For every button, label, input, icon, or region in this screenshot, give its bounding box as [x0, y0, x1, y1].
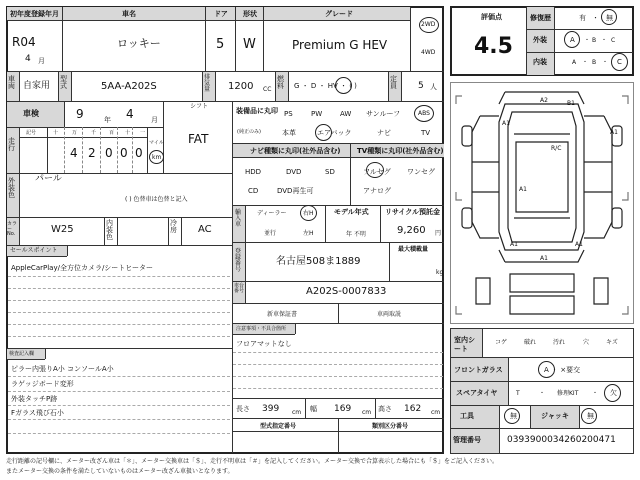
jack-value: 無 [587, 412, 594, 420]
mileage-digit-1: 4 [70, 146, 78, 160]
fuel: G ・ D ・ HV ・ ( ) [294, 82, 357, 90]
reg-year: R04 [12, 35, 36, 49]
inspector-line-3: 外装タッチP跡 [11, 395, 58, 403]
equip-leather: 本革 [282, 129, 296, 137]
grade: Premium G HEV [292, 38, 388, 52]
car-name: ロッキー [117, 37, 161, 50]
class-number-label: 類別区分番号 [372, 423, 409, 430]
length: 399 [262, 404, 280, 414]
width-unit: cm [362, 409, 372, 416]
interior-b: B [592, 59, 597, 66]
shift: FAT [188, 132, 209, 146]
inspection-label: 車検 [23, 109, 39, 118]
mark-r-c: R/C [551, 145, 562, 152]
interior-c-circle [611, 53, 628, 71]
repair-no: 無 [606, 14, 613, 22]
front-glass-a-circle [538, 361, 555, 378]
mileage-header-100k: 十 [53, 130, 59, 136]
inspector-line-2: ラゲッジボード変形 [11, 380, 74, 388]
navi-sd: SD [325, 168, 335, 176]
max-load-label: 最大積載量 [398, 246, 429, 253]
manual: 車両取説 [377, 311, 402, 318]
eval-label: 評価点 [481, 13, 502, 21]
mark-b1-top: B1 [567, 100, 575, 107]
doors: 5 [216, 37, 225, 52]
tv-fullseg-circle [366, 162, 384, 178]
mileage-km-circle [149, 150, 164, 164]
capacity: 5 [418, 81, 424, 91]
ac-value: AC [198, 224, 212, 235]
jack-none-circle [581, 408, 597, 424]
cc-unit: CC [263, 86, 272, 93]
equip-abs-circle [414, 105, 434, 122]
reg-label: 登録番号 [235, 248, 242, 273]
shift-label: シフト [190, 103, 209, 110]
equip-tv: TV [421, 129, 431, 137]
mark-a1-rear-left: A1 [510, 241, 518, 248]
mileage-digit-3: 0 [105, 146, 113, 160]
recycle-label: リサイクル預託金 [385, 208, 441, 216]
front-glass-options: A ・ ×要交 [544, 366, 581, 374]
jack-label: ジャッキ [541, 412, 569, 420]
exterior-dot-2: ・ [601, 37, 608, 44]
equip-airbag: エアバック [317, 129, 352, 137]
color-code: W25 [51, 224, 74, 235]
width-label: 幅 [310, 405, 317, 413]
mileage-header-10: 十 [125, 130, 131, 136]
spare-missing-circle [604, 384, 621, 402]
color-code-label: カラーNo. [7, 221, 18, 237]
control-number: 0393900034260200471 [507, 435, 616, 445]
color-value: パール [35, 174, 62, 184]
use-label: 車両 [8, 75, 15, 90]
tools-none-circle [504, 408, 520, 424]
spare-t: T [516, 390, 520, 397]
equip-airbag-circle [315, 124, 332, 141]
drive-4wd: 4WD [421, 49, 436, 56]
navi-cd: CD [248, 187, 259, 195]
color-note: ( ) 色替車は色替と記入 [125, 196, 188, 203]
sales-point-text: AppleCarPlay/全方位カメラ/シートヒーター [11, 264, 154, 272]
interior-a: A [572, 59, 577, 66]
import-label: 輸入車 [235, 209, 242, 228]
repair-label: 修復歴 [530, 14, 551, 22]
import-right-hand: 右H [303, 210, 314, 217]
notices-text: フロアマットなし [236, 340, 292, 348]
mark-a1-rear-right: A1 [575, 241, 583, 248]
cc-label: 排気量 [204, 74, 211, 93]
repair-yes: 有 [579, 14, 586, 22]
interior-dot-1: ・ [582, 59, 589, 66]
exterior-label: 外装 [533, 36, 547, 44]
equipment-title: 装備品に丸印 [236, 107, 278, 115]
mileage-digit-5: 0 [135, 146, 143, 160]
mark-a1-right: A1 [610, 129, 618, 136]
grade-label: グレード [325, 10, 353, 18]
color-label: 外装色 [8, 177, 15, 199]
seat-hole: 穴 [583, 339, 590, 346]
equip-navi: ナビ [377, 129, 391, 137]
interior-c: C [617, 58, 622, 66]
mileage-header-10k: 万 [72, 130, 78, 136]
reg-month-unit: 月 [38, 57, 45, 65]
vin: A202S-0007833 [306, 286, 387, 297]
tv-analog: アナログ [363, 187, 391, 195]
tools-label: 工具 [460, 412, 474, 420]
sales-point-label: セールスポイント [10, 247, 58, 254]
exterior-a-circle [564, 31, 580, 48]
exterior-a: A [570, 36, 575, 44]
spare-dot-2: ・ [592, 390, 599, 397]
recycle: 9,260 [397, 225, 426, 236]
seat-burn: コゲ [495, 339, 508, 346]
fuel-hv-circle [335, 77, 352, 94]
mileage-unit-km: km [152, 154, 162, 161]
height-unit: cm [431, 409, 441, 416]
seat-scratch: キズ [606, 339, 618, 346]
inspection-year-unit: 年 [104, 116, 111, 124]
reg-month: 4 [25, 54, 31, 64]
width: 169 [334, 404, 352, 414]
interior-dot-2: ・ [602, 59, 609, 66]
car-name-label: 車名 [122, 10, 136, 18]
model: 5AA-A202S [101, 81, 157, 92]
tools-value: 無 [510, 412, 517, 420]
exterior-b: B [592, 37, 597, 44]
car-diagram [450, 82, 634, 324]
equip-ps: PS [284, 110, 293, 118]
cc: 1200 [228, 81, 254, 92]
exterior-dot-1: ・ [584, 37, 591, 44]
model-year-label: モデル年式 [334, 208, 369, 216]
footer-line-1: 走行距離の記号欄に、メーター改ざん車は「＊」、メーター交換車は「＄」、走行不明車は「＃」を記入してください。メーター交換で合算表示した場合にも「＄」をご記入ください。 [6, 458, 499, 465]
capacity-unit: 人 [430, 83, 437, 91]
max-load-unit: kg [436, 269, 444, 276]
spare-missing: 欠 [610, 389, 617, 397]
equip-abs: ABS [418, 110, 430, 117]
right-hand-circle [300, 205, 317, 221]
mileage-label: 走行 [8, 137, 15, 152]
ac-label: 冷房 [170, 219, 177, 234]
seat-stain: 汚れ [553, 339, 566, 346]
navi-dvd: DVD [286, 168, 302, 176]
equip-pw: PW [311, 110, 323, 118]
mark-a1-left: A1 [502, 120, 510, 127]
mark-a1-front: A1 [519, 186, 527, 193]
reg-number: 名古屋508ま1889 [276, 256, 361, 267]
height: 162 [404, 404, 422, 414]
mileage-header-1k: 千 [91, 130, 97, 136]
import-left-hand: 左H [303, 230, 314, 237]
import-parallel: 並行 [264, 230, 277, 237]
spare-label: スペアタイヤ [456, 389, 498, 397]
fuel-label: 燃料 [277, 75, 284, 90]
vin-label: 車台番号 [234, 283, 245, 294]
exterior-c: C [611, 37, 616, 44]
inspector-line-1: ピラー内張りA小 コンソールA小 [11, 365, 114, 373]
capacity-label: 定員 [390, 75, 397, 90]
mileage-digit-4: 0 [120, 146, 128, 160]
model-year: 年 不明 [346, 231, 366, 238]
inspector-line-4: Fガラス飛び石小 [11, 409, 64, 417]
control-label: 管理番号 [453, 436, 481, 444]
shape: W [243, 37, 256, 52]
equipment-subtitle: (純正のみ) [237, 129, 261, 135]
interior-label: 内装 [533, 58, 547, 66]
mark-a2-top: A2 [540, 97, 548, 104]
mileage-record-label: 記号 [26, 130, 37, 136]
type-number-label: 型式指定番号 [260, 423, 297, 430]
score: 4.5 [474, 34, 513, 59]
length-unit: cm [292, 409, 302, 416]
mileage-digit-2: 2 [88, 146, 96, 160]
use: 自家用 [23, 81, 51, 91]
inspection-month-unit: 月 [151, 116, 158, 124]
navi-title: ナビ種類に丸印(社外品含む) [250, 147, 341, 155]
footer-line-2: またメーター交換の条件を満たしていないものはメーター改ざん車扱いとなります。 [6, 468, 234, 475]
equip-sunroof: サンルーフ [366, 110, 401, 118]
door-label: ドア [214, 10, 228, 18]
mileage-unit-mile: マイル [149, 140, 164, 146]
reg-year-label: 初年度登録年月 [10, 10, 59, 18]
length-label: 長さ [236, 405, 250, 413]
inspection-month: 4 [126, 107, 134, 121]
notices-label: 注意事項・不具合箇所 [236, 326, 287, 332]
navi-hdd: HDD [245, 168, 262, 176]
tv-oneseg: ワンセグ [407, 168, 435, 176]
shape-label: 形状 [243, 10, 257, 18]
seat-tear: 破れ [524, 339, 537, 346]
mileage-header-1: 一 [140, 130, 146, 136]
tv-fullseg: フルセグ [363, 168, 391, 176]
drive-2wd: 2WD [421, 21, 436, 28]
inspection-year: 9 [76, 107, 84, 121]
spare-kit: 修理KIT [557, 390, 579, 397]
model-label: 型式 [60, 75, 67, 90]
navi-dvd-play: DVD再生可 [277, 187, 314, 195]
warranty: 新車保証書 [267, 311, 298, 318]
front-glass-label: フロントガラス [454, 366, 503, 374]
import-dealer: ディーラー [257, 210, 287, 217]
inspector-label: 検査記入欄 [9, 351, 35, 357]
mark-a1-bottom: A1 [540, 255, 548, 262]
spare-dot-1: ・ [539, 390, 546, 397]
height-label: 高さ [378, 405, 392, 413]
repair-no-circle [601, 9, 617, 25]
tv-title: TV種類に丸印(社外品含む) [357, 147, 444, 155]
repair-dot: ・ [592, 14, 599, 22]
mileage-header-100: 百 [109, 130, 115, 136]
equip-aw: AW [340, 110, 352, 118]
seat-label: 室内シート [454, 336, 475, 354]
recycle-unit: 円 [435, 230, 442, 237]
interior-color-label: 内装色 [106, 219, 113, 241]
